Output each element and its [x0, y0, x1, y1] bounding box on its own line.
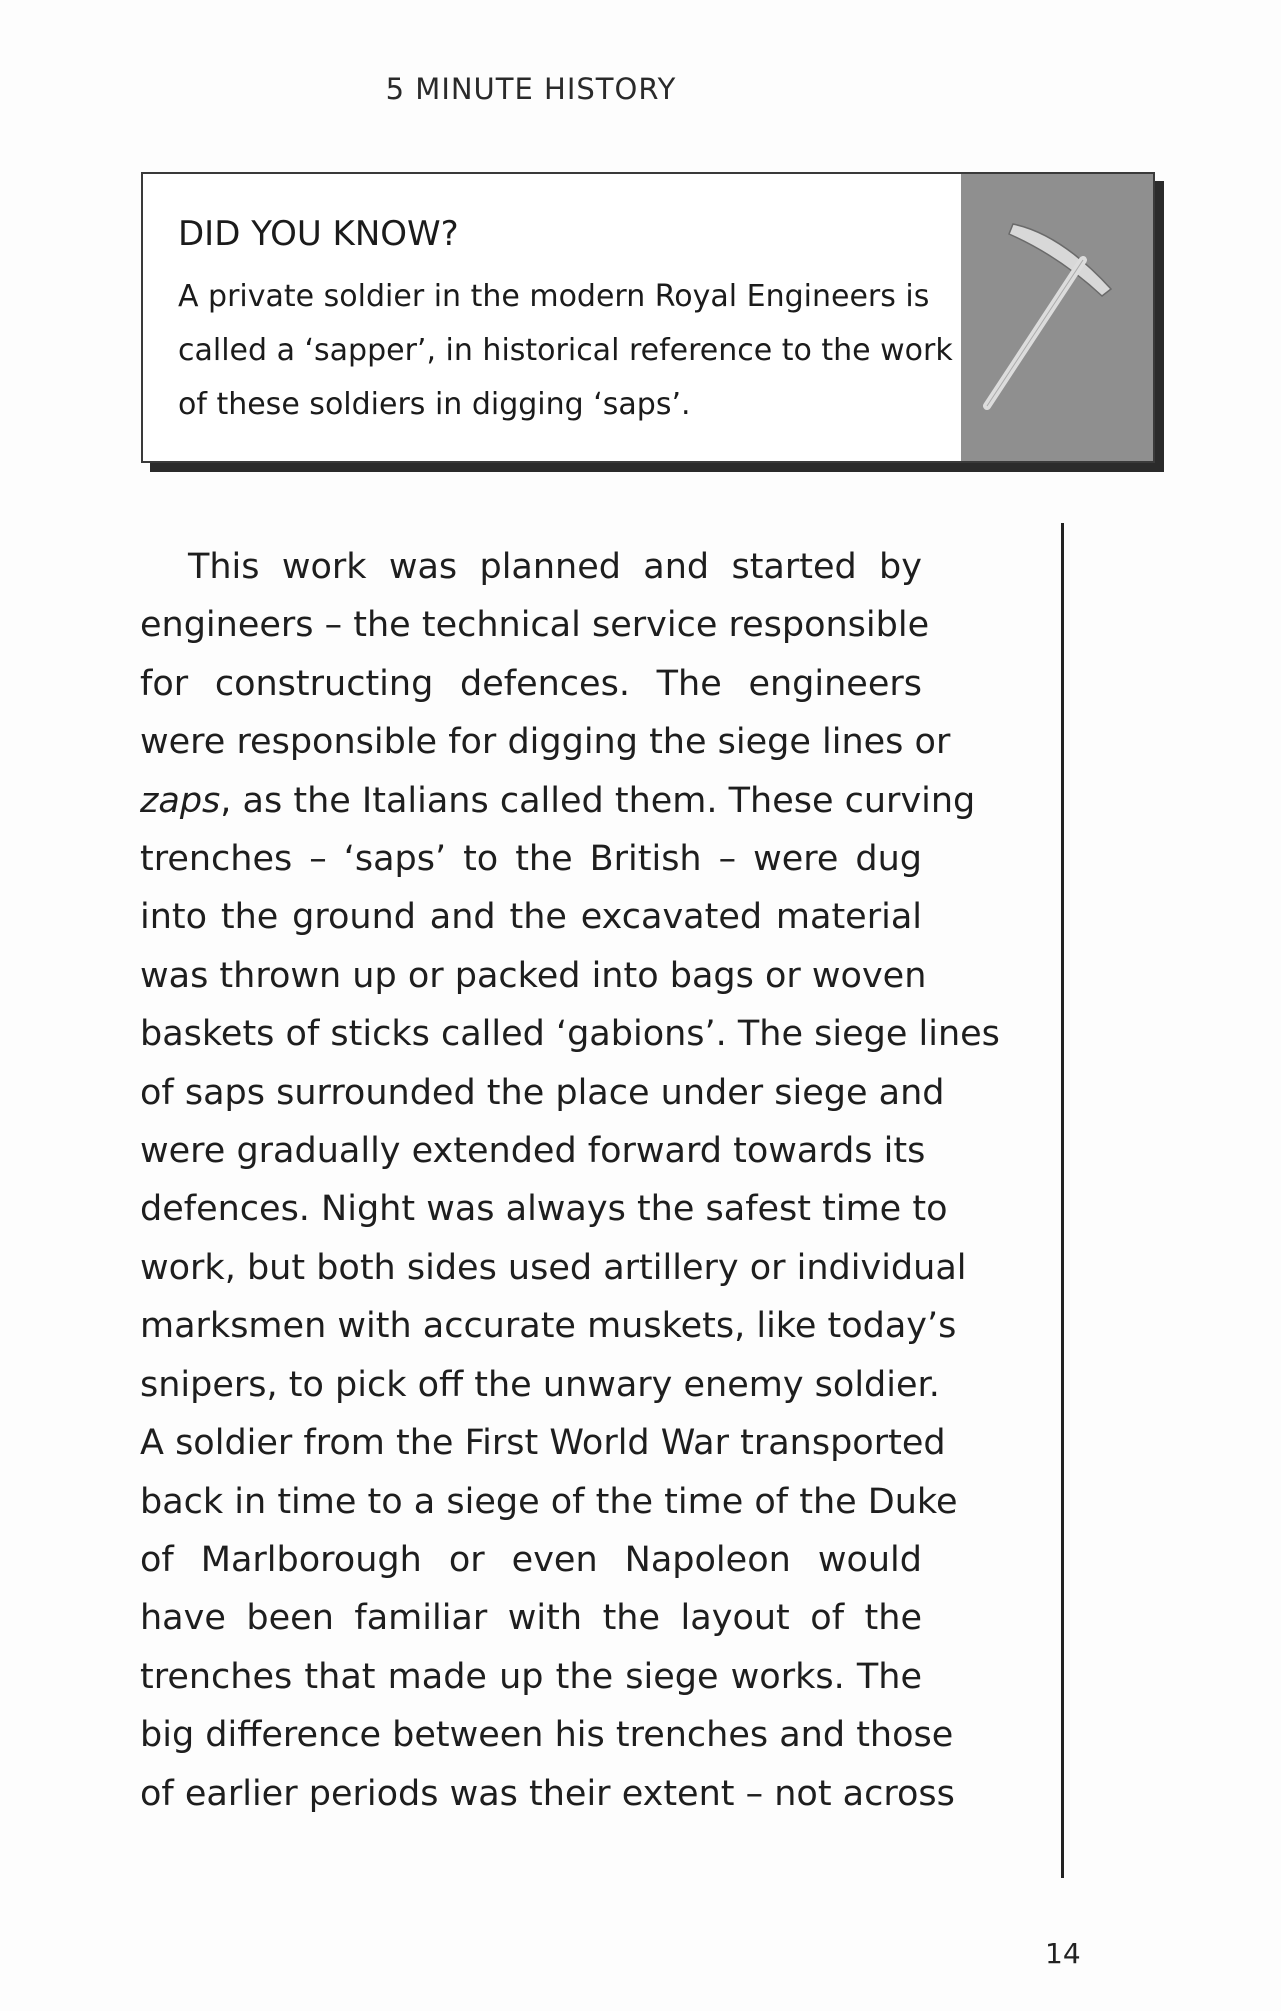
body-line: of Marlborough or even Napoleon would [140, 1539, 922, 1580]
body-line: work, but both sides used artillery or individual [140, 1247, 967, 1288]
body-line: big difference between his trenches and those [140, 1715, 954, 1756]
body-line: into the ground and the excavated material [140, 897, 922, 938]
italic-term: zaps [140, 780, 221, 821]
body-line: defences. Night was always the safest time to [140, 1189, 948, 1230]
body-line: back in time to a siege of the time of the Duke [140, 1481, 958, 1522]
body-line: trenches that made up the siege works. The [140, 1656, 922, 1697]
body-line: of earlier periods was their extent – not across [140, 1773, 955, 1814]
body-line: for constructing defences. The engineers [140, 663, 922, 704]
body-line: This work was planned and started by [188, 547, 922, 587]
body-text [140, 538, 1000, 1823]
body-line: have been familiar with the layout of the [140, 1598, 922, 1639]
callout-heading: DID YOU KNOW? [178, 214, 459, 254]
callout-body: A private soldier in the modern Royal Engineers is called a ‘sapper’, in historical reference to the work of these soldiers in digging ‘saps’. [178, 279, 953, 422]
callout-text [178, 214, 968, 432]
running-head: 5 MINUTE HISTORY [385, 72, 677, 106]
body-line: was thrown up or packed into bags or woven [140, 955, 927, 996]
body-line: zaps, as the Italians called them. These curving [140, 780, 976, 821]
margin-rule [1061, 523, 1064, 1878]
callout-illustration [961, 174, 1153, 461]
body-line: baskets of sticks called ‘gabions’. The siege lines [140, 1014, 1000, 1055]
pickaxe-icon [961, 174, 1153, 461]
body-line: engineers – the technical service responsible [140, 605, 930, 646]
page-number: 14 [1045, 1937, 1081, 1970]
did-you-know-box [141, 172, 1155, 463]
body-line: of saps surrounded the place under siege and [140, 1072, 945, 1113]
body-line: trenches – ‘saps’ to the British – were dug [140, 839, 922, 880]
body-line: were gradually extended forward towards its [140, 1131, 926, 1172]
body-line: A soldier from the First World War transported [140, 1423, 946, 1464]
body-line: marksmen with accurate muskets, like today’s [140, 1306, 957, 1347]
body-line: snipers, to pick off the unwary enemy soldier. [140, 1364, 940, 1405]
body-line: were responsible for digging the siege lines or [140, 722, 951, 763]
